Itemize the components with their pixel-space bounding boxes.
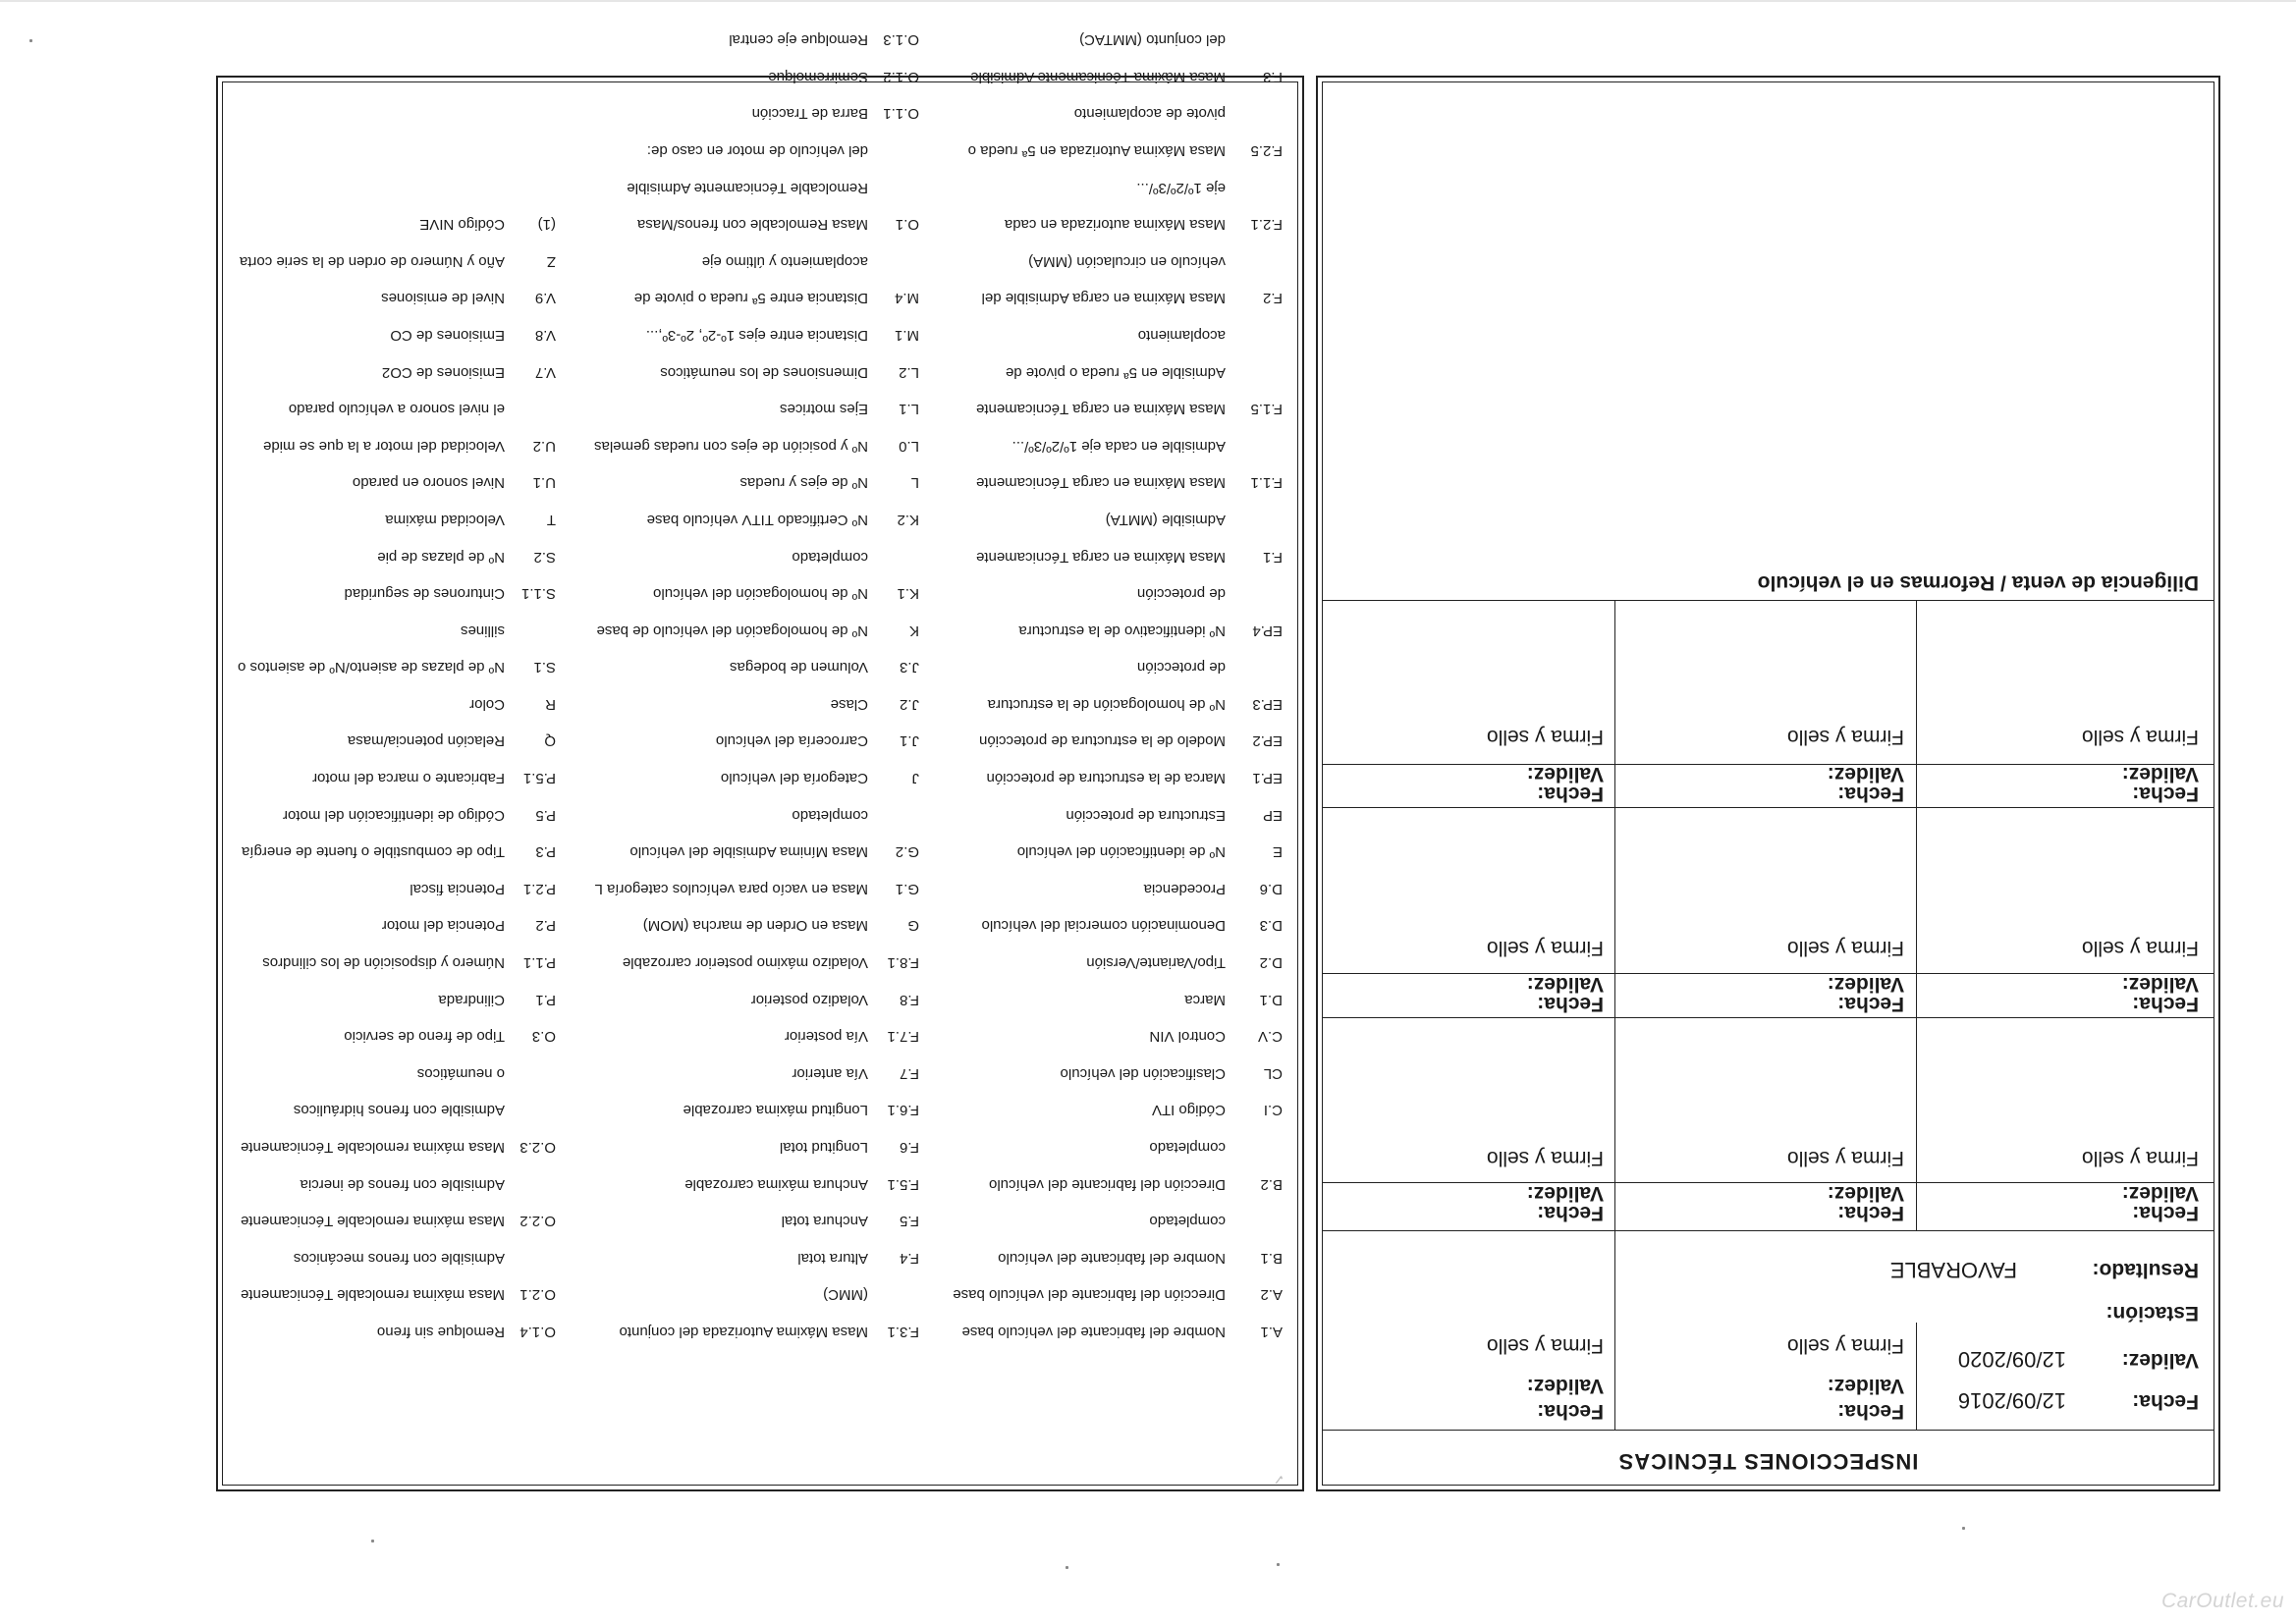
legend-description: Año y Número de orden de la serie corta [239, 252, 505, 270]
legend-code: F.1 [1262, 548, 1283, 566]
legend-description: Remolcable Técnicamente Admisible [627, 179, 868, 196]
legend-description: Masa Remolcable con frenos/Masa [636, 216, 868, 234]
legend-code: T [546, 511, 556, 528]
firma-sello: Firma y sello [1486, 1147, 1604, 1169]
legend-code: B.2 [1260, 1175, 1283, 1193]
rule [1322, 1230, 2214, 1231]
legend-description: Dimensiones de los neumáticos [660, 363, 868, 381]
legend-description: vehículo en circulación (MMA) [1028, 252, 1226, 270]
legend-code: F.2.1 [1250, 216, 1283, 234]
legend-description: Admisible con frenos de inercia [300, 1175, 505, 1193]
legend-code: U.2 [532, 437, 556, 455]
legend-code: P.2 [535, 917, 556, 935]
legend-description: Barra de Tracción [751, 105, 868, 123]
legend-description: Código de identificación del motor [283, 806, 505, 824]
legend-description: Masa en vacío para vehículos categoría L [594, 880, 868, 897]
legend-code: D.6 [1259, 880, 1283, 897]
validez-label: Validez: [1526, 763, 1604, 785]
legend-code: V.9 [534, 290, 556, 307]
legend-code: B.1 [1260, 1249, 1283, 1267]
legend-code: F.2 [1262, 290, 1283, 307]
legend-description: Masa máxima remolcable Técnicamente [241, 1286, 505, 1304]
legend-description: Fabricante o marca del motor [312, 770, 505, 787]
legend-description: Número y disposición de los cilindros [262, 954, 505, 972]
legend-description: Nº y posición de ejes con ruedas gemelas [594, 437, 868, 455]
legend-description: Nº de ejes y ruedas [739, 474, 868, 492]
fecha-label: Fecha: [1537, 1202, 1604, 1224]
legend-description: Potencia fiscal [410, 880, 505, 897]
validez-label: Validez: [1827, 763, 1904, 785]
legend-description: Categoría del vehículo [720, 770, 868, 787]
legend-code: G.1 [895, 880, 919, 897]
legend-code: EP [1262, 806, 1283, 824]
validez-label: Validez: [1827, 973, 1904, 996]
legend-code: O.1.1 [883, 105, 919, 123]
legend-code: P.3 [535, 843, 556, 861]
legend-description: Cilindrada [438, 991, 505, 1008]
legend-description: Nº de plazas de pie [377, 548, 505, 566]
legend-code: J.2 [899, 695, 919, 713]
legend-description: Longitud máxima carrozable [683, 1102, 868, 1119]
legend-description: Masa Máxima Autorizada del conjunto [619, 1324, 868, 1340]
legend-description: Admisible con frenos hidráulicos [293, 1102, 505, 1119]
legend-code: P.1 [535, 991, 556, 1008]
legend-description: Tipo/Variante/Versión [1086, 954, 1226, 972]
legend-code: V.7 [534, 363, 556, 381]
legend-description: Modelo de la estructura de protección [979, 732, 1226, 750]
validez-label: Validez: [1827, 1182, 1904, 1205]
resultado-label: Resultado: [2092, 1259, 2199, 1281]
validez-label: Validez: [2121, 973, 2199, 996]
rule [1322, 1430, 2214, 1431]
legend-code: C.V [1257, 1028, 1283, 1046]
fecha-label: Fecha: [1837, 783, 1904, 805]
validez-label: Validez: [2121, 1349, 2199, 1372]
legend-description: Distancia entre 5ª rueda o pivote de [633, 290, 868, 307]
firma-sello: Firma y sello [1786, 726, 1904, 748]
inspecciones-panel [1316, 76, 2220, 1491]
legend-code: E [1272, 843, 1283, 861]
legend-description: de protección [1136, 659, 1226, 676]
legend-code: Z [546, 252, 556, 270]
legend-description: Marca [1184, 991, 1226, 1008]
validez-label: Validez: [2121, 1182, 2199, 1205]
legend-code: EP.2 [1252, 732, 1283, 750]
legend-description: Nº de plazas de asiento/Nº de asientos o [238, 659, 505, 676]
watermark: CarOutlet.eu [2160, 1590, 2284, 1612]
legend-code: P.2.1 [522, 880, 556, 897]
legend-code: P.5 [535, 806, 556, 824]
legend-code: F.6 [899, 1139, 919, 1157]
legend-code: F.6.1 [887, 1102, 919, 1119]
legend-description: Longitud total [779, 1139, 868, 1157]
legend-code: O.1.3 [883, 31, 919, 49]
legend-code: CL [1263, 1064, 1283, 1082]
scan-speck [1962, 1527, 1965, 1530]
legend-description: completado [792, 806, 868, 824]
legend-description: Admisible en cada eje 1º/2º/3º/... [1011, 437, 1226, 455]
fecha-label: Fecha: [2132, 993, 2199, 1015]
legend-description: acoplamiento [1137, 326, 1226, 344]
legend-description: Admisible con frenos mecánicos [293, 1249, 505, 1267]
legend-description: completado [792, 548, 868, 566]
legend-description: Masa Máxima Técnicamente Admisible [970, 68, 1226, 85]
legend-code: F.5.1 [887, 1175, 919, 1193]
legend-description: Vía posterior [784, 1028, 868, 1046]
legend-description: Nivel sonoro en parado [352, 474, 505, 492]
legend-code: G [907, 917, 919, 935]
fecha-label: Fecha: [1837, 1202, 1904, 1224]
rule [1322, 1017, 2214, 1018]
legend-code: F.5 [899, 1213, 919, 1230]
legend-description: Carrocería del vehículo [715, 732, 868, 750]
legend-description: Nivel de emisiones [381, 290, 505, 307]
legend-description: Control VIN [1149, 1028, 1226, 1046]
legend-description: Clase [830, 695, 868, 713]
rule [1916, 601, 1917, 1231]
legend-description: Admisible en 5ª rueda o pivote de [1005, 363, 1226, 381]
legend-description: Clasificación del vehículo [1060, 1064, 1226, 1082]
rule [1322, 807, 2214, 808]
legend-description: Tipo de combustible o fuente de energía [242, 843, 505, 861]
legend-code: F.3 [1262, 68, 1283, 85]
legend-description: Relación potencia/masa [347, 732, 505, 750]
legend-description: Estructura de protección [1066, 806, 1226, 824]
legend-description: Masa Máxima en carga Técnicamente [975, 548, 1226, 566]
legend-description: Nº de homologación del vehículo [653, 585, 868, 603]
legend-description: Masa Máxima autorizada en cada [1004, 216, 1226, 234]
legend-code: O.1.4 [519, 1324, 556, 1340]
legend-code: R [545, 695, 556, 713]
legend-code: F.8 [899, 991, 919, 1008]
legend-description: Altura total [797, 1249, 868, 1267]
legend-code: S.1.1 [520, 585, 556, 603]
legend-description: Código ITV [1151, 1102, 1226, 1119]
legend-code: P.1.1 [522, 954, 556, 972]
legend-code: Q [544, 732, 556, 750]
rule [1614, 601, 1615, 1231]
legend-description: Cinturones de seguridad [344, 585, 505, 603]
firma-sello: Firma y sello [2081, 1147, 2199, 1169]
legend-description: Nº Certificado TITV vehículo base [646, 511, 868, 528]
legend-code: J.3 [899, 659, 919, 676]
inspecciones-title: INSPECCIONES TÉCNICAS [1617, 1449, 1919, 1474]
scan-mark: ✓ [1273, 1472, 1285, 1488]
legend-description: Voladizo posterior [750, 991, 868, 1008]
rule [1322, 1182, 2214, 1183]
legend-description: Masa máxima remolcable Técnicamente [241, 1139, 505, 1157]
legend-description: Anchura total [781, 1213, 868, 1230]
legend-description: Nº de identificación del vehículo [1016, 843, 1226, 861]
legend-description: Volumen de bodegas [730, 659, 868, 676]
legend-description: Procedencia [1143, 880, 1226, 897]
legend-code: L.0 [899, 437, 919, 455]
validez-label: Validez: [1827, 1375, 1904, 1397]
legend-code: A.1 [1260, 1324, 1283, 1340]
legend-code: P.5.1 [522, 770, 556, 787]
legend-description: Código NIVE [419, 216, 505, 234]
validez-label: Validez: [1526, 973, 1604, 996]
legend-code: M.1 [894, 326, 919, 344]
legend-description: del vehículo de motor en caso de: [646, 142, 868, 159]
legend-description: Tipo de freno de servicio [344, 1028, 505, 1046]
firma-sello: Firma y sello [1486, 1334, 1604, 1357]
resultado-value: FAVORABLE [1889, 1258, 2017, 1282]
fecha-label: Fecha: [1537, 783, 1604, 805]
legend-description: o neumáticos [416, 1064, 505, 1082]
legend-description: de protección [1136, 585, 1226, 603]
rule [1614, 1231, 1615, 1431]
fecha-label: Fecha: [1537, 1400, 1604, 1423]
legend-code: EP.4 [1252, 622, 1283, 639]
legend-code: EP.3 [1252, 695, 1283, 713]
legend-code: U.1 [532, 474, 556, 492]
legend-description: Nº de homologación del vehículo de base [596, 622, 868, 639]
legend-description: Ejes motrices [779, 401, 868, 418]
legend-code: S.2 [533, 548, 556, 566]
scan-speck [1277, 1563, 1280, 1566]
legend-panel [216, 31, 1304, 1491]
estacion-label: Estación: [2105, 1302, 2199, 1325]
legend-code: V.8 [534, 326, 556, 344]
legend-code: F.4 [899, 1249, 919, 1267]
legend-code: C.I [1263, 1102, 1283, 1119]
legend-description: Color [469, 695, 505, 713]
firma-sello: Firma y sello [2081, 937, 2199, 959]
legend-code: L.1 [899, 401, 919, 418]
legend-description: Nombre del fabricante del vehículo [998, 1249, 1226, 1267]
legend-description: el nivel sonoro a vehículo parado [288, 401, 505, 418]
legend-code: K [908, 622, 919, 639]
scan-speck [371, 1540, 374, 1542]
firma-sello: Firma y sello [2081, 726, 2199, 748]
legend-code: F.7.1 [887, 1028, 919, 1046]
legend-code: F.2.5 [1250, 142, 1283, 159]
firma-sello: Firma y sello [1486, 726, 1604, 748]
legend-code: K.2 [897, 511, 919, 528]
legend-description: Masa Máxima en carga Técnicamente [975, 401, 1226, 418]
legend-description: Masa Mínima Admisible del vehículo [629, 843, 868, 861]
legend-description: Emisiones de CO [390, 326, 505, 344]
legend-code: K.1 [897, 585, 919, 603]
validez-label: Validez: [1526, 1182, 1604, 1205]
legend-description: Emisiones de CO2 [381, 363, 505, 381]
legend-code: F.1.5 [1250, 401, 1283, 418]
fecha-label: Fecha: [1837, 993, 1904, 1015]
diligencia-title: Diligencia de venta / Reformas en el vehículo [1757, 571, 2199, 594]
validez-value: 12/09/2020 [1957, 1347, 2066, 1372]
legend-code: G.2 [895, 843, 919, 861]
firma-sello: Firma y sello [1786, 937, 1904, 959]
legend-description: Remolque eje central [729, 31, 868, 49]
fecha-label: Fecha: [2132, 783, 2199, 805]
legend-code: EP.1 [1252, 770, 1283, 787]
legend-description: Potencia del motor [381, 917, 505, 935]
validez-label: Validez: [1526, 1375, 1604, 1397]
legend-description: Marca de la estructura de protección [986, 770, 1226, 787]
legend-description: (MMC) [823, 1286, 868, 1304]
legend-code: L [910, 474, 919, 492]
rule [1322, 764, 2214, 765]
legend-description: Admisible (MMTA) [1105, 511, 1226, 528]
legend-description: Masa Máxima en carga Técnicamente [975, 474, 1226, 492]
legend-description: Dirección del fabricante del vehículo base [953, 1286, 1226, 1304]
fecha-label: Fecha: [2132, 1390, 2199, 1413]
legend-description: sillines [460, 622, 505, 639]
legend-description: Masa en Orden de marcha (MOM) [642, 917, 868, 935]
legend-description: Masa Máxima Autorizada en 5ª rueda o [967, 142, 1226, 159]
fecha-label: Fecha: [1837, 1400, 1904, 1423]
legend-description: Dirección del fabricante del vehículo [989, 1175, 1226, 1193]
legend-code: M.4 [894, 290, 919, 307]
legend-code: D.2 [1259, 954, 1283, 972]
legend-description: Nombre del fabricante del vehículo base [961, 1324, 1226, 1340]
legend-description: Semirremolque [768, 68, 868, 85]
legend-description: Voladizo máximo posterior carrozable [622, 954, 868, 972]
legend-description: Vía anterior [792, 1064, 868, 1082]
legend-code: O.2.2 [519, 1213, 556, 1230]
legend-code: J.1 [899, 732, 919, 750]
legend-description: Distancia entre ejes 1º-2º, 2º-3º,... [645, 326, 868, 344]
legend-description: completado [1149, 1213, 1226, 1230]
legend-description: Masa máxima remolcable Técnicamente [241, 1213, 505, 1230]
firma-sello: Firma y sello [1786, 1334, 1904, 1357]
legend-description: del conjunto (MMTAC) [1079, 31, 1226, 49]
scan-speck [29, 39, 32, 42]
legend-description: Remolque sin freno [376, 1324, 505, 1340]
legend-description: Masa Máxima en carga Admisible del [981, 290, 1226, 307]
legend-code: O.3 [531, 1028, 556, 1046]
legend-description: Velocidad del motor a la que se mide [263, 437, 505, 455]
legend-description: eje 1º/2º/3º/... [1136, 179, 1226, 196]
legend-code: F.1.1 [1250, 474, 1283, 492]
legend-code: O.2.1 [519, 1286, 556, 1304]
legend-description: Denominación comercial del vehículo [981, 917, 1226, 935]
firma-sello: Firma y sello [1486, 937, 1604, 959]
legend-code: D.3 [1259, 917, 1283, 935]
legend-description: completado [1149, 1139, 1226, 1157]
legend-code: A.2 [1260, 1286, 1283, 1304]
legend-code: (1) [537, 216, 556, 234]
fecha-label: Fecha: [1537, 993, 1604, 1015]
legend-code: J [911, 770, 919, 787]
legend-code: F.8.1 [887, 954, 919, 972]
rule [1322, 600, 2214, 601]
legend-code: L.2 [899, 363, 919, 381]
firma-sello: Firma y sello [1786, 1147, 1904, 1169]
legend-code: F.7 [899, 1064, 919, 1082]
fecha-label: Fecha: [2132, 1202, 2199, 1224]
scan-speck [1066, 1566, 1068, 1569]
legend-code: O.1.2 [883, 68, 919, 85]
legend-description: Velocidad máxima [385, 511, 505, 528]
rule [1916, 1323, 1917, 1431]
rule [1322, 973, 2214, 974]
fecha-value: 12/09/2016 [1957, 1388, 2066, 1413]
legend-code: O.1 [895, 216, 919, 234]
legend-description: Anchura máxima carrozable [684, 1175, 868, 1193]
legend-description: Nº identificativo de la estructura [1018, 622, 1226, 639]
legend-description: pivote de acoplamiento [1073, 105, 1226, 123]
validez-label: Validez: [2121, 763, 2199, 785]
legend-code: O.2.3 [519, 1139, 556, 1157]
legend-description: acoplamiento y último eje [701, 252, 868, 270]
legend-code: D.1 [1259, 991, 1283, 1008]
legend-code: S.1 [533, 659, 556, 676]
legend-description: Nº de homologación de la estructura [987, 695, 1226, 713]
legend-code: F.3.1 [887, 1324, 919, 1340]
